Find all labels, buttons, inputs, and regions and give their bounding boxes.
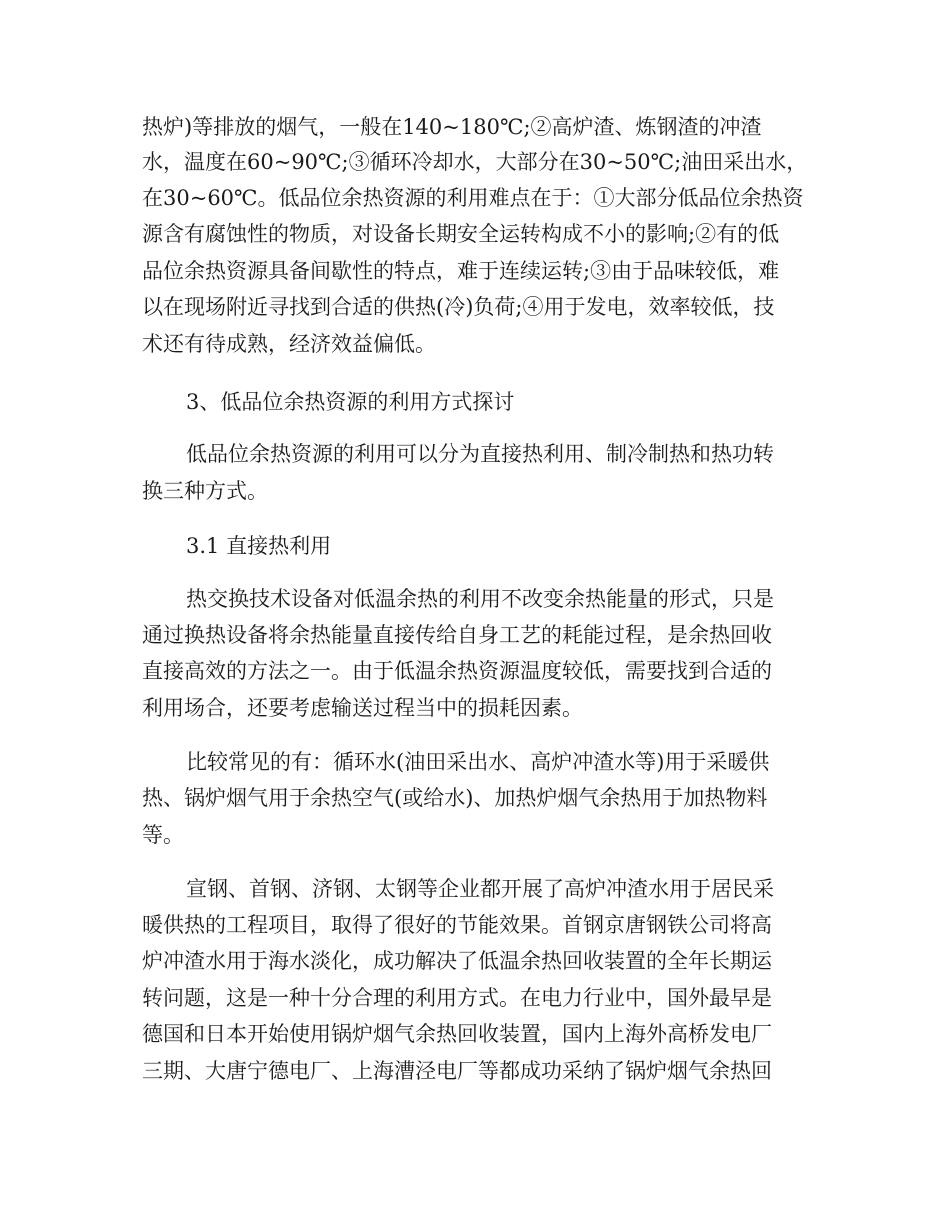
paragraph-line: 德国和日本开始使用锅炉烟气余热回收装置，国内上海外高桥发电厂 — [142, 1022, 772, 1046]
paragraph-line: 直接高效的方法之一。由于低温余热资源温度较低，需要找到合适的 — [142, 659, 772, 683]
paragraph-line: 低品位余热资源的利用可以分为直接热利用、制冷制热和热功转 — [186, 442, 774, 466]
paragraph-line: 换三种方式。 — [142, 479, 268, 503]
paragraph-line: 热炉)等排放的烟气，一般在140~180℃;②高炉渣、炼钢渣的冲渣 — [142, 115, 762, 139]
paragraph-line: 热、锅炉烟气用于余热空气(或给水)、加热炉烟气余热用于加热物料 — [142, 786, 768, 810]
paragraph-line: 转问题，这是一种十分合理的利用方式。在电力行业中，国外最早是 — [142, 986, 772, 1010]
paragraph-line: 等。 — [142, 823, 184, 847]
paragraph-line: 比较常见的有：循环水(油田采出水、高炉冲渣水等)用于采暖供 — [186, 750, 770, 774]
paragraph-line: 在30~60℃。低品位余热资源的利用难点在于：①大部分低品位余热资 — [142, 186, 804, 210]
paragraph-line: 源含有腐蚀性的物质，对设备长期安全运转构成不小的影响;②有的低 — [142, 222, 780, 246]
paragraph-line: 通过换热设备将余热能量直接传给自身工艺的耗能过程，是余热回收 — [142, 623, 772, 647]
paragraph-line: 炉冲渣水用于海水淡化，成功解决了低温余热回收装置的全年长期运 — [142, 949, 772, 973]
subsection-heading: 3.1 直接热利用 — [186, 534, 332, 558]
paragraph-line: 热交换技术设备对低温余热的利用不改变余热能量的形式，只是 — [186, 587, 774, 611]
paragraph-line: 品位余热资源具备间歇性的特点，难于连续运转;③由于品味较低，难 — [142, 259, 780, 283]
paragraph-line: 利用场合，还要考虑输送过程当中的损耗因素。 — [142, 696, 583, 720]
paragraph-line: 暖供热的工程项目，取得了很好的节能效果。首钢京唐钢铁公司将高 — [142, 913, 772, 937]
paragraph-line: 术还有待成熟，经济效益偏低。 — [142, 332, 436, 356]
paragraph-line: 水，温度在60~90℃;③循环冷却水，大部分在30~50℃;油田采出水， — [142, 150, 808, 174]
paragraph-line: 宣钢、首钢、济钢、太钢等企业都开展了高炉冲渣水用于居民采 — [186, 877, 774, 901]
section-heading: 3、低品位余热资源的利用方式探讨 — [186, 390, 515, 414]
paragraph-line: 三期、大唐宁德电厂、上海漕泾电厂等都成功采纳了锅炉烟气余热回 — [142, 1059, 772, 1083]
paragraph-line: 以在现场附近寻找到合适的供热(冷)负荷;④用于发电，效率较低，技 — [142, 295, 775, 319]
